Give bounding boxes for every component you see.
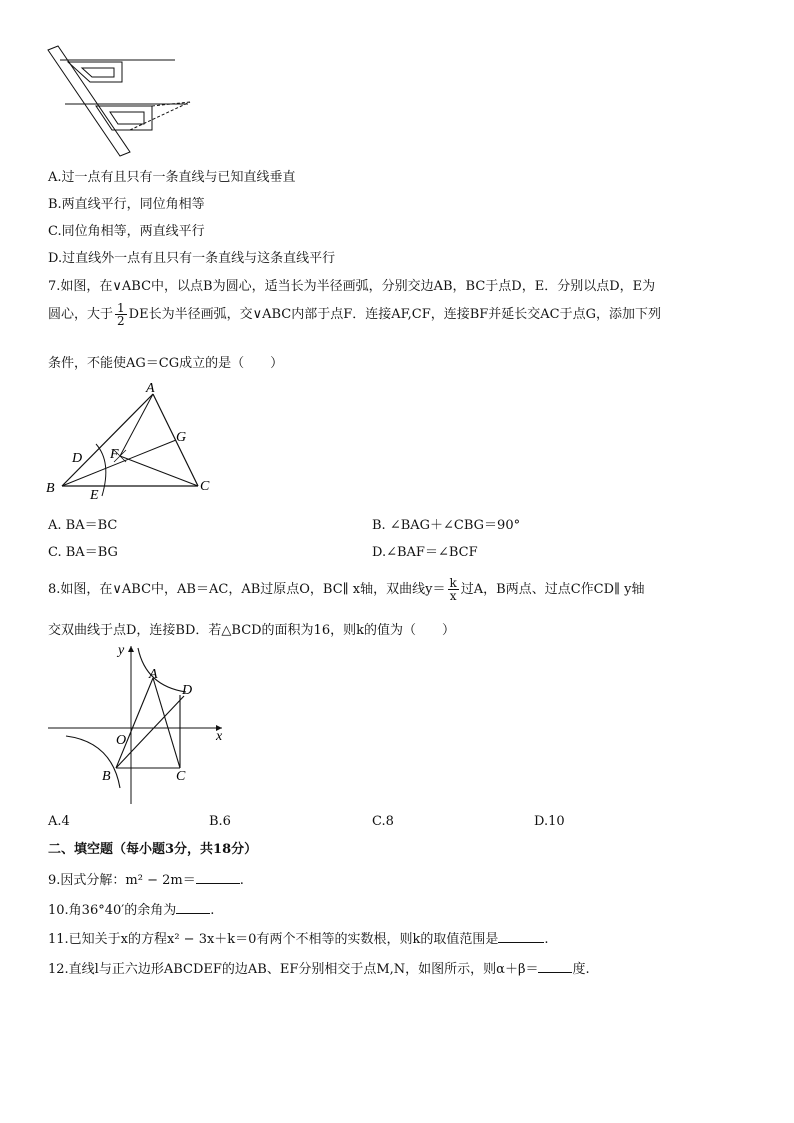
q8-frac-den: x bbox=[449, 589, 457, 603]
q10 bbox=[48, 899, 214, 918]
q12-end: 度. bbox=[572, 962, 590, 977]
q8-option-b: B.6 bbox=[209, 814, 231, 829]
q7-label-c: C bbox=[200, 479, 210, 494]
q6-option-b: B.两直线平行，同位角相等 bbox=[48, 197, 205, 212]
q7-line-2 bbox=[48, 302, 661, 327]
q8-line-2: 交双曲线于点D，连接BD．若△BCD的面积为16，则k的值为（ ） bbox=[48, 623, 455, 638]
q6-option-c: C.同位角相等，两直线平行 bbox=[48, 224, 205, 239]
q12 bbox=[48, 958, 590, 977]
q7-label-d: D bbox=[72, 451, 83, 466]
q10-text: 10.角36°40′的余角为 bbox=[48, 903, 177, 918]
q11-answer-blank[interactable] bbox=[498, 930, 544, 943]
q8-label-c: C bbox=[176, 769, 186, 784]
q11-end: . bbox=[544, 932, 549, 947]
q7-line-2b: DE长为半径画弧，交∨ABC内部于点F．连接AF,CF，连接BF并延长交AC于点G，添加下列 bbox=[128, 307, 662, 322]
q7-line-3: 条件，不能使AG＝CG成立的是（ ） bbox=[48, 356, 284, 371]
q8-line-1b: 过A，B两点、过点C作CD∥ y轴 bbox=[460, 582, 645, 597]
q8-label-a: A bbox=[149, 667, 158, 682]
q7-option-b: B. ∠BAG＋∠CBG＝90° bbox=[372, 518, 521, 533]
q7-label-a: A bbox=[146, 381, 155, 396]
q8-label-b: B bbox=[102, 769, 111, 784]
q8-option-d: D.10 bbox=[534, 814, 565, 829]
q9-text: 9.因式分解：m² − 2m＝ bbox=[48, 873, 196, 888]
q7-triangle-figure bbox=[40, 378, 230, 503]
q8-line-1 bbox=[48, 577, 645, 602]
q7-option-a: A. BA＝BC bbox=[48, 518, 118, 533]
q11 bbox=[48, 928, 548, 947]
q12-answer-blank[interactable] bbox=[538, 960, 572, 973]
q8-y-eq: y＝ bbox=[425, 582, 446, 597]
q6-option-a: A.过一点有且只有一条直线与已知直线垂直 bbox=[48, 170, 296, 185]
q8-option-c: C.8 bbox=[372, 814, 394, 829]
q8-fraction bbox=[448, 577, 459, 602]
q9 bbox=[48, 869, 244, 888]
q7-line-2a: 圆心，大于 bbox=[48, 307, 114, 322]
q7-option-c: C. BA＝BG bbox=[48, 545, 118, 560]
q9-answer-blank[interactable] bbox=[196, 871, 240, 884]
q7-label-b: B bbox=[46, 481, 55, 496]
q8-label-o: O bbox=[116, 733, 127, 748]
q8-frac-num: k bbox=[449, 576, 457, 590]
q10-answer-blank[interactable] bbox=[176, 901, 210, 914]
q7-fraction bbox=[115, 302, 127, 327]
q8-hyperbola-figure bbox=[40, 640, 240, 806]
q8-label-x: x bbox=[216, 729, 223, 744]
q9-end: . bbox=[239, 873, 244, 888]
q8-line-1a: 8.如图，在∨ABC中，AB＝AC，AB过原点O，BC∥ x轴，双曲线 bbox=[48, 582, 426, 597]
q7-line-1: 7.如图，在∨ABC中，以点B为圆心，适当长为半径画弧，分别交边AB，BC于点D，E．分别以点D，E为 bbox=[48, 279, 656, 294]
q7-frac-num: 1 bbox=[117, 301, 125, 315]
q12-text: 12.直线l与正六边形ABCDEF的边AB、EF分别相交于点M,N，如图所示，则α＋β＝ bbox=[48, 962, 539, 977]
q11-text: 11.已知关于x的方程x² − 3x＋k＝0有两个不相等的实数根，则k的取值范围是 bbox=[48, 932, 499, 947]
q8-label-d: D bbox=[182, 683, 193, 698]
q7-frac-den: 2 bbox=[117, 314, 125, 328]
q7-label-e: E bbox=[90, 488, 99, 503]
q8-label-y: y bbox=[118, 643, 125, 658]
q10-end: . bbox=[210, 903, 215, 918]
ruler-setsquare-figure bbox=[40, 40, 200, 160]
q7-label-f: F bbox=[110, 447, 119, 462]
q8-option-a: A.4 bbox=[48, 814, 70, 829]
q6-option-d: D.过直线外一点有且只有一条直线与这条直线平行 bbox=[48, 251, 336, 266]
q7-option-d: D.∠BAF＝∠BCF bbox=[372, 545, 478, 560]
section-title: 二、填空题（每小题3分，共18分） bbox=[48, 842, 258, 857]
q7-label-g: G bbox=[176, 430, 187, 445]
